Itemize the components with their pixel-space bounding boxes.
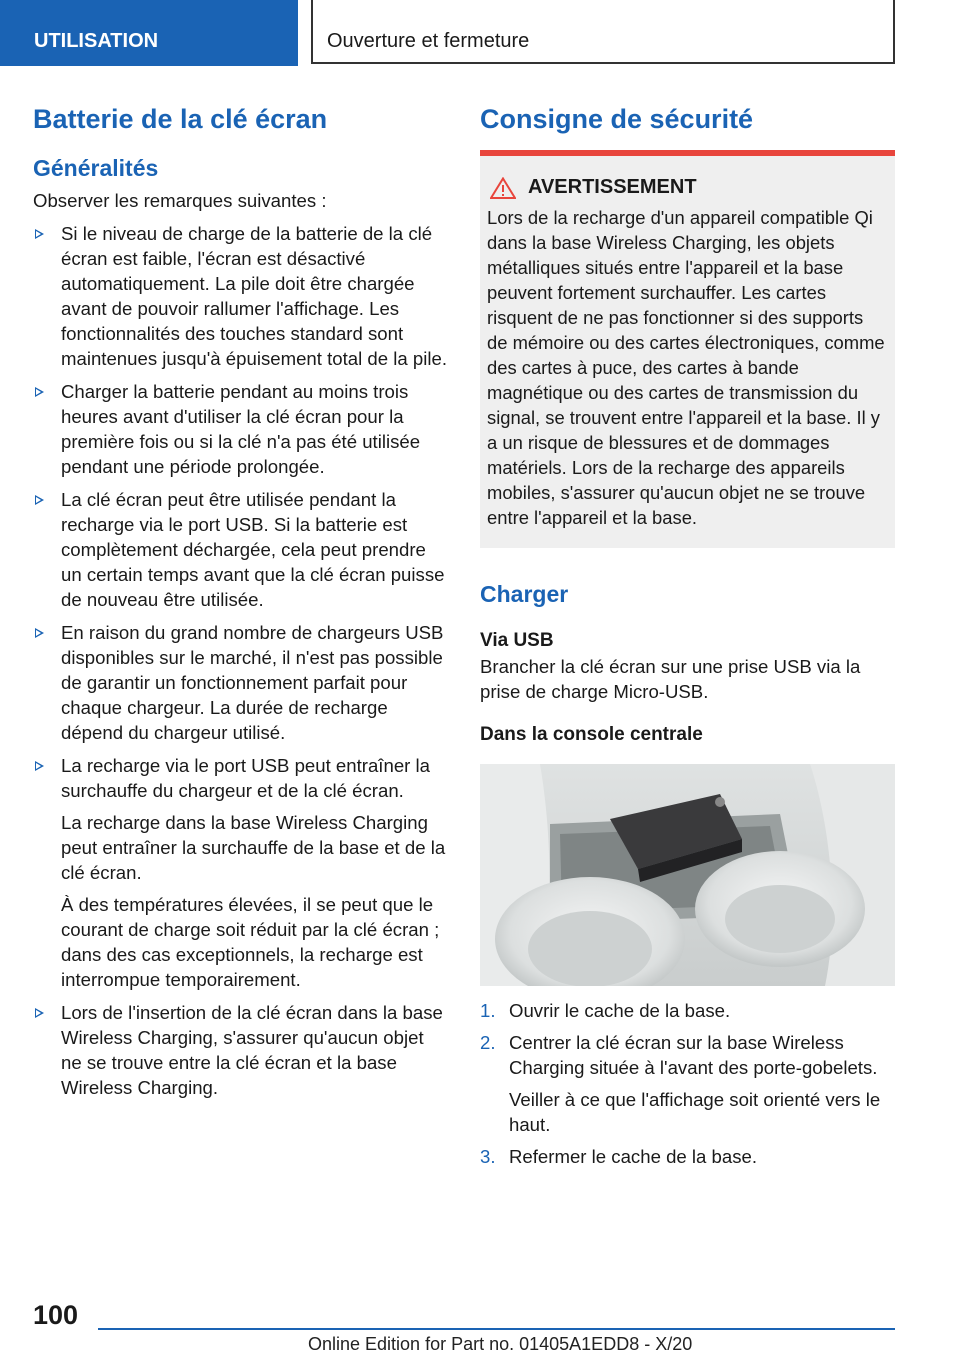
warning-box — [480, 150, 895, 548]
list-item — [33, 221, 448, 371]
section-tab: UTILISATION — [0, 0, 298, 66]
page-header — [0, 0, 960, 66]
list-item-text: La recharge dans la base Wireless Charging peut entraîner la surchauffe de la base et de la clé écran. — [61, 812, 446, 883]
step-item — [480, 1144, 895, 1169]
left-column — [33, 100, 448, 1108]
edition-footer: Online Edition for Part no. 01405A1EDD8 - X/20 — [308, 1334, 693, 1354]
list-item-text: En raison du grand nombre de chargeurs USB disponibles sur le marché, il n'est pas possible de garantir un fonctionnement parfait pour chaque chargeur. La durée de recharge dépend du chargeur utilisé. — [61, 622, 444, 743]
triangle-bullet-icon — [35, 761, 44, 771]
list-item-text: Si le niveau de charge de la batterie de la clé écran est faible, l'écran est désactivé automatiquement. La pile doit être chargée avant de pouvoir rallumer l'affichage. Les fonctionnalités des touches standard sont maintenues jusqu'à épuisement total de la pile. — [61, 223, 448, 369]
triangle-bullet-icon — [35, 1008, 44, 1018]
usb-text: Brancher la clé écran sur une prise USB via la prise de charge Micro-USB. — [480, 656, 861, 702]
step-item — [480, 998, 895, 1023]
center-console-photo — [480, 764, 895, 986]
warning-label: AVERTISSEMENT — [528, 176, 697, 198]
step-text: Veiller à ce que l'affichage soit orienté vers le haut. — [509, 1089, 881, 1135]
warning-header — [487, 176, 887, 199]
warning-text: Lors de la recharge d'un appareil compatible Qi dans la base Wireless Charging, les objets métalliques situés entre l'appareil et la base peuvent fortement surchauffer. Les cartes risquent de ne pas fonctionner si des supports de mémoire ou des cartes électroniques, comme des cartes à puce, des cartes à bande magnétique ou des cartes de transmission du signal, se trouvent entre l'appareil et la base. Il y a un risque de blessures et de dommages matériels. Lors de la recharge des appareils mobiles, s'assurer qu'aucun objet ne se trouve entre l'appareil et la base. — [487, 207, 885, 528]
safety-title: Consigne de sécurité — [480, 104, 754, 134]
step-number: 3. — [480, 1146, 496, 1167]
list-item — [33, 487, 448, 612]
footer-divider — [98, 1328, 895, 1330]
remarks-list — [33, 221, 448, 1100]
step-text: Ouvrir le cache de la base. — [509, 1000, 731, 1021]
step-text: Centrer la clé écran sur la base Wireless Charging située à l'avant des porte-gobelets. — [509, 1032, 878, 1078]
list-item-text: La clé écran peut être utilisée pendant la recharge via le port USB. Si la batterie est complètement déchargée, cela peut prendre un certain temps avant que la clé écran puisse de nouveau être utilisée. — [61, 489, 445, 610]
step-number: 2. — [480, 1032, 496, 1053]
list-item-text: À des températures élevées, il se peut que le courant de charge soit réduit par la clé écran ; dans des cas exceptionnels, la recharge est interrompue temporairement. — [61, 894, 440, 990]
list-item-text: Charger la batterie pendant au moins trois heures avant d'utiliser la clé écran pour la première fois ou si la clé n'a pas été utilisée pendant une période prolongée. — [61, 381, 421, 477]
intro-text: Observer les remarques suivantes : — [33, 190, 327, 211]
list-item-text: Lors de l'insertion de la clé écran dans la base Wireless Charging, s'assurer qu'aucun objet ne se trouve entre la clé écran et la base Wireless Charging. — [61, 1002, 443, 1098]
step-text: Refermer le cache de la base. — [509, 1146, 758, 1167]
list-item — [33, 620, 448, 745]
triangle-bullet-icon — [35, 229, 44, 239]
right-column — [480, 100, 895, 1176]
console-heading: Dans la console centrale — [480, 724, 703, 745]
page-number: 100 — [33, 1300, 79, 1330]
step-item — [480, 1030, 895, 1137]
triangle-bullet-icon — [35, 387, 44, 397]
chapter-title: Ouverture et fermeture — [311, 0, 895, 64]
list-item — [33, 753, 448, 992]
center-console-illustration — [480, 764, 895, 986]
list-item-text: La recharge via le port USB peut entraîner la surchauffe du chargeur et de la clé écran. — [61, 755, 430, 801]
triangle-bullet-icon — [35, 495, 44, 505]
list-item — [33, 379, 448, 479]
section-heading-generalites: Généralités — [33, 155, 159, 181]
usb-heading: Via USB — [480, 630, 554, 651]
charger-heading: Charger — [480, 581, 569, 607]
step-number: 1. — [480, 1000, 496, 1021]
page-title: Batterie de la clé écran — [33, 104, 328, 134]
warning-triangle-icon — [490, 177, 516, 199]
list-item — [33, 1000, 448, 1100]
steps-list — [480, 998, 895, 1169]
triangle-bullet-icon — [35, 628, 44, 638]
